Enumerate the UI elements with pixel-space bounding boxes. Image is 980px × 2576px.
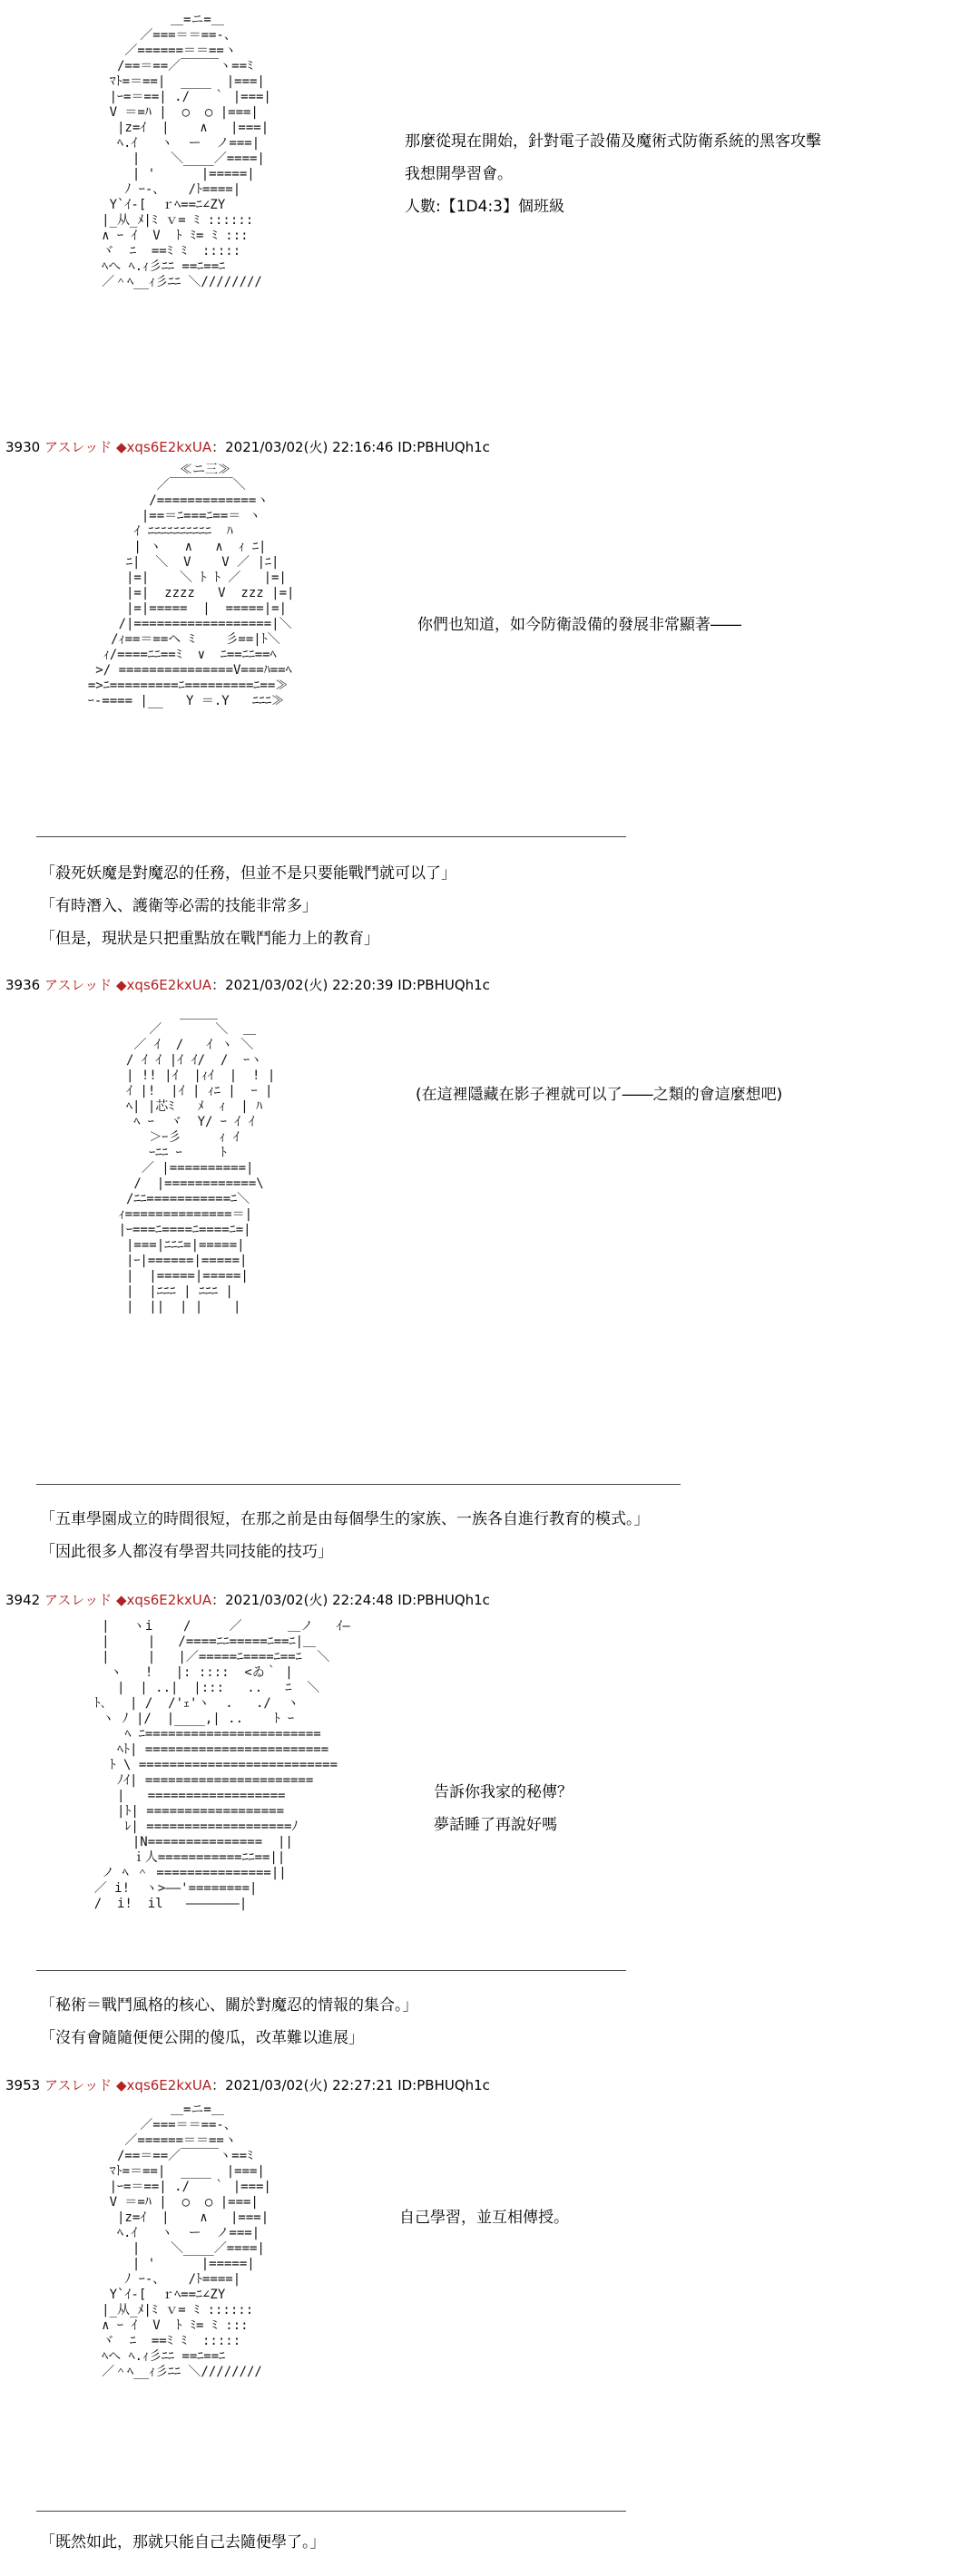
ascii-art: ＿＿＿ ／ ＼ ＿ ／ ｲ / ｲ ヽ ＼ / ｲ ｲ |ｲ ｲ/ / ｰヽ | !! |ｲ |ｨｲ | ! | ｲ |! |ｲ | ｨﾆ | ｰ | ﾍ| |芯ﾐ ﾒ ｨ | ﾊ ﾍ ｰ ヾ Y/ ｰ ｲ ｲ ＞ｰ彡 ｨ ｲ ｰﾆﾆ ｰ ﾄ ／ |==========| / |============\ /ﾆﾆ===========ﾆ＼ ｨ==============＝| |ｰ===ﾆ====ﾆ====ﾆ=| |===|ﾆﾆﾆ=|=====| |ｰ|======|=====| | |=====|=====| | |ﾆﾆﾆ | ﾆﾆﾆ | | || | | | [118,1007,276,1314]
post-number[interactable]: 3930 [5,439,41,455]
narration-line: 「但是，現狀是只把重點放在戰鬥能力上的教育」 [40,930,379,948]
post-number[interactable]: 3936 [5,977,41,993]
poster-trip: ◆xqs6E2kxUA [116,439,212,455]
narration-line: 「殺死妖魔是對魔忍的任務，但並不是只要能戰鬥就可以了」 [40,864,456,883]
poster-name: アスレッド [44,1592,113,1608]
dialogue-line: 夢話睡了再說好嗎 [434,1816,557,1834]
divider [36,2511,626,2512]
post-header [5,2075,490,2094]
dialogue-line: 自己學習，並互相傳授。 [399,2209,569,2227]
divider [36,836,626,837]
narration-line: 「既然如此，那就只能自己去隨便學了。」 [40,2533,326,2552]
ascii-art: ＿=ニ=＿ ／===＝＝==-、 ／======＝＝==ヽ /==＝==／￣￣￣ヽ==ﾐ ﾏﾄ=＝==| ____ |===| |ｰ=＝==| ./ ｀ |===| V ＝=ﾊ | ○ ○ |===| |z=ｲ | ∧ |===| ﾍ.ｲ ヽ ー ノ===| | ＼____／====| | ' |=====| ﾉ ｰ-、 /ﾄ====| Y`ｲ-[ ｒﾍ==ﾆ∠ZY |_从_ﾒ|ﾐ ｖ= ﾐ :::::: ∧ ｰ ｲ V ﾄ ﾐ= ﾐ ::: ヾ ﾆ ==ﾐ ﾐ ::::: ﾍへ ﾍ.ｨ彡ﾆﾆ ==ﾆ==ﾆ ／＾ﾍ__ｨ彡ﾆﾆ ＼//////// [102,13,271,289]
post-meta: ：2021/03/02(火) 22:16:46 ID:PBHUQh1c [211,439,490,455]
post-number[interactable]: 3953 [5,2077,41,2093]
narration-line: 「秘術＝戰鬥風格的核心、關於對魔忍的情報的集合。」 [40,1996,418,2015]
dialogue-line: 告訴你我家的秘傳？ [434,1783,573,1801]
poster-name: アスレッド [44,439,113,455]
post-meta: ：2021/03/02(火) 22:27:21 ID:PBHUQh1c [211,2077,490,2093]
post-meta: ：2021/03/02(火) 22:24:48 ID:PBHUQh1c [211,1592,490,1608]
ascii-art: ≪ニ三≫ ／￣￣￣￣￣＼ /=============ヽ |==＝ﾆ===ﾆ==＝ ヽ ｲ ﾆﾆﾆﾆﾆﾆﾆﾆﾆﾆ ﾊ | ヽ ∧ ∧ ｨ ﾆ| ﾆ| ＼ V V ／ |ﾆ| |=| ＼ ﾄ ﾄ ／ |=| |=| zzzz V zzz |=| |=|===== | =====|=| /|==================|＼ /ｨ==＝==ヘ ﾐ 彡==|ﾄ＼ ｨ/====ﾆﾆ==ﾐ ∨ ﾆ==ﾆﾆ==ﾍ >/ ===============V===ﾊ==ﾍ =>ﾆ=========ﾆ=========ﾆ==≫ ｰ-==== |__ Y ＝.Y ﾆﾆﾆ≫ [87,463,295,708]
ascii-art: ＿=ニ=＿ ／===＝＝==-、 ／======＝＝==ヽ /==＝==／￣￣￣ヽ==ﾐ ﾏﾄ=＝==| ____ |===| |ｰ=＝==| ./ ｀ |===| V ＝=ﾊ | ○ ○ |===| |z=ｲ | ∧ |===| ﾍ.ｲ ヽ ー ノ===| | ＼____／====| | ' |=====| ﾉ ｰ-、 /ﾄ====| Y`ｲ-[ ｒﾍ==ﾆ∠ZY |_从_ﾒ|ﾐ ｖ= ﾐ :::::: ∧ ｰ ｲ V ﾄ ﾐ= ﾐ ::: ヾ ﾆ ==ﾐ ﾐ ::::: ﾍへ ﾍ.ｨ彡ﾆﾆ ==ﾆ==ﾆ ／＾ﾍ__ｨ彡ﾆﾆ ＼//////// [102,2103,271,2379]
divider [36,1970,626,1971]
post-meta: ：2021/03/02(火) 22:20:39 ID:PBHUQh1c [211,977,490,993]
dialogue-line: 那麼從現在開始，針對電子設備及魔術式防衛系統的黑客攻擊 [405,132,821,151]
poster-trip: ◆xqs6E2kxUA [116,2077,212,2093]
dialogue-line: 我想開學習會。 [405,165,513,183]
poster-trip: ◆xqs6E2kxUA [116,977,212,993]
narration-line: 「有時潛入、護衛等必需的技能非常多」 [40,897,318,915]
divider [36,1484,681,1485]
narration-line: 「因此很多人都沒有學習共同技能的技巧」 [40,1543,333,1561]
poster-name: アスレッド [44,2077,113,2093]
narration-line: 「沒有會隨隨便便公開的傻瓜，改革難以進展」 [40,2029,364,2047]
post-header [5,975,490,994]
dialogue-line: 人數:【1D4:3】個班級 [405,198,564,216]
post-header [5,1590,490,1609]
narration-line: 「五車學園成立的時間很短，在那之前是由每個學生的家族、一族各自進行教育的模式。」 [40,1510,650,1528]
post-number[interactable]: 3942 [5,1592,41,1608]
dialogue-line: (在這裡隱藏在影子裡就可以了――之類的會這麼想吧) [416,1086,783,1104]
dialogue-line: 你們也知道，如今防衛設備的發展非常顯著―― [417,616,741,634]
post-header [5,437,490,456]
poster-trip: ◆xqs6E2kxUA [116,1592,212,1608]
ascii-art: | ヽi / ／ ＿ノ ｲ― | | /====ﾆﾆ=====ﾆ==ﾆ|＿ | | |／=====ﾆ====ﾆ==ﾆ ＼ ヽ ! |: :::: <ゐ｀ | | | ..| |::: .. ﾆ ＼ ﾄ､ | / /'ｪ'ヽ . ./ ヽ ヽ ﾉ |/ |____,| .. ﾄ ｰ ﾍ ﾆ======================= ﾍﾄ| ======================== ﾄ \ ========================== ﾉｲ| ====================== | ================== |ﾄ| ================== ﾚ| ===================ﾉ |N=============== || ｉ人===========ﾆﾆ==|| ノ ﾍ ＾ ===============|| ／ i! ヽ>――'========| / i! il ―――――――| [93,1619,350,1911]
poster-name: アスレッド [44,977,113,993]
